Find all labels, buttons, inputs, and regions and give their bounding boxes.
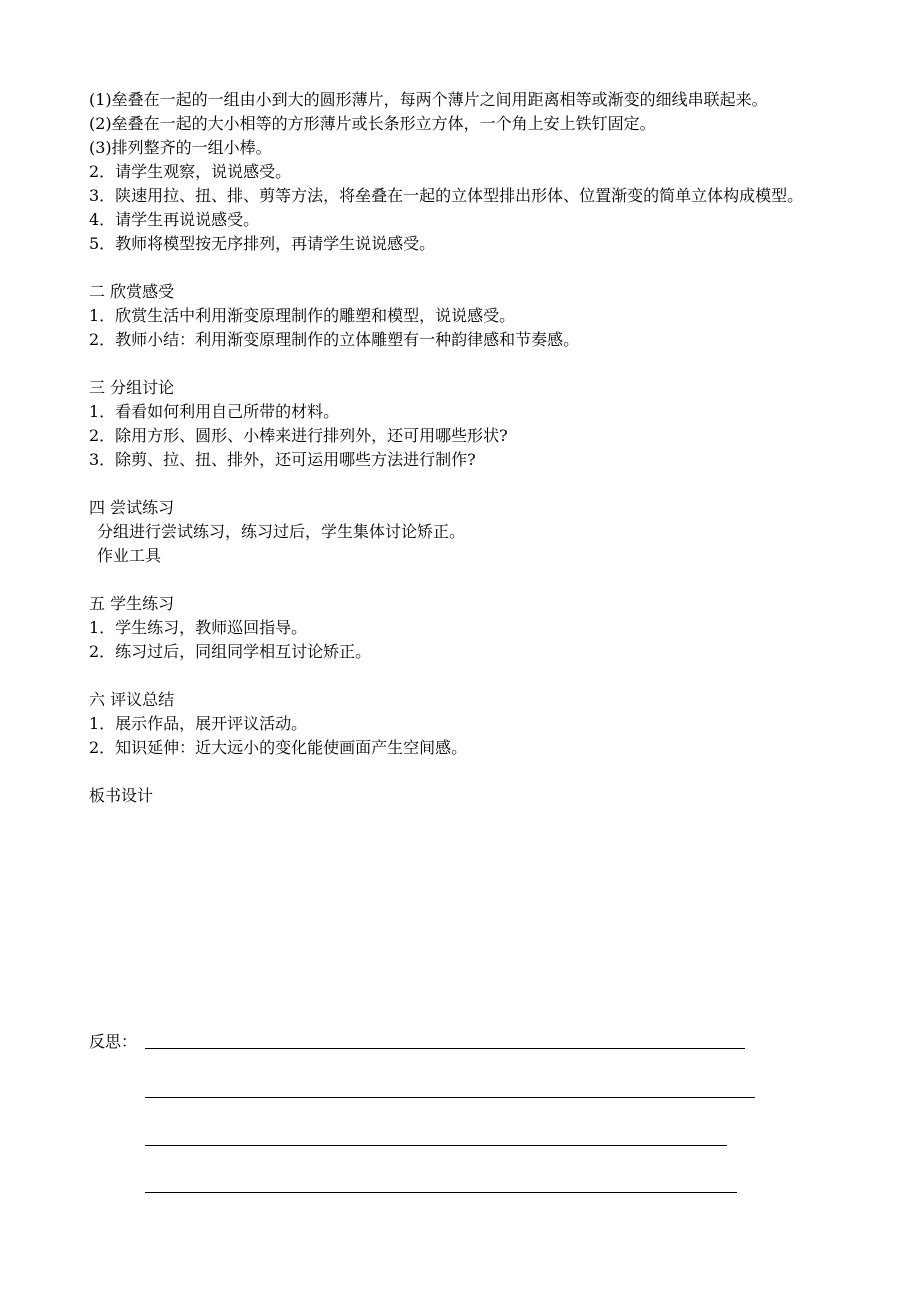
reflection-line-1 [145,1048,745,1049]
spacer [89,760,849,784]
spacer [89,256,849,280]
section-4-heading: 四 尝试练习 [89,498,175,517]
intro-step-4: 4．请学生再说说感受。 [89,210,260,229]
document-body [89,88,849,808]
intro-step-5: 5．教师将模型按无序排列，再请学生说说感受。 [89,234,436,253]
section-3-heading: 三 分组讨论 [89,378,175,397]
section-4-item-2: 作业工具 [97,546,162,565]
intro-step-3: 3．陕速用拉、扭、排、剪等方法，将垒叠在一起的立体型排出形体、位置渐变的简单立体构成模型。 [89,186,804,205]
spacer [89,568,849,592]
section-2-heading: 二 欣赏感受 [89,282,175,301]
intro-item-2: (2)垒叠在一起的大小相等的方形薄片或长条形立方体，一个角上安上铁钉固定。 [89,114,656,133]
section-3-item-2: 2．除用方形、圆形、小棒来进行排列外，还可用哪些形状? [89,426,508,445]
section-5-heading: 五 学生练习 [89,594,175,613]
spacer [89,352,849,376]
reflection-line-4 [145,1192,737,1193]
section-5-item-1: 1．学生练习，教师巡回指导。 [89,618,308,637]
intro-item-3: (3)排列整齐的一组小棒。 [89,138,272,157]
reflection-label: 反思： [89,1032,138,1051]
section-2-item-1: 1．欣赏生活中利用渐变原理制作的雕塑和模型，说说感受。 [89,306,516,325]
spacer [89,472,849,496]
section-5-item-2: 2．练习过后，同组同学相互讨论矫正。 [89,642,372,661]
section-6-heading: 六 评议总结 [89,690,175,709]
section-6-item-1: 1．展示作品，展开评议活动。 [89,714,308,733]
section-3-item-3: 3．除剪、拉、扭、排外，还可运用哪些方法进行制作? [89,450,476,469]
spacer [89,664,849,688]
section-3-item-1: 1．看看如何利用自己所带的材料。 [89,402,340,421]
intro-step-2: 2．请学生观察，说说感受。 [89,162,292,181]
reflection-line-3 [145,1145,727,1146]
board-design-label: 板书设计 [89,786,154,805]
intro-item-1: (1)垒叠在一起的一组由小到大的圆形薄片，每两个薄片之间用距离相等或渐变的细线串联起来。 [89,90,768,109]
section-6-item-2: 2．知识延伸：近大远小的变化能使画面产生空间感。 [89,738,468,757]
reflection-line-2 [145,1097,755,1098]
section-2-item-2: 2．教师小结：利用渐变原理制作的立体雕塑有一种韵律感和节奏感。 [89,330,580,349]
section-4-item-1: 分组进行尝试练习，练习过后，学生集体讨论矫正。 [97,522,466,541]
